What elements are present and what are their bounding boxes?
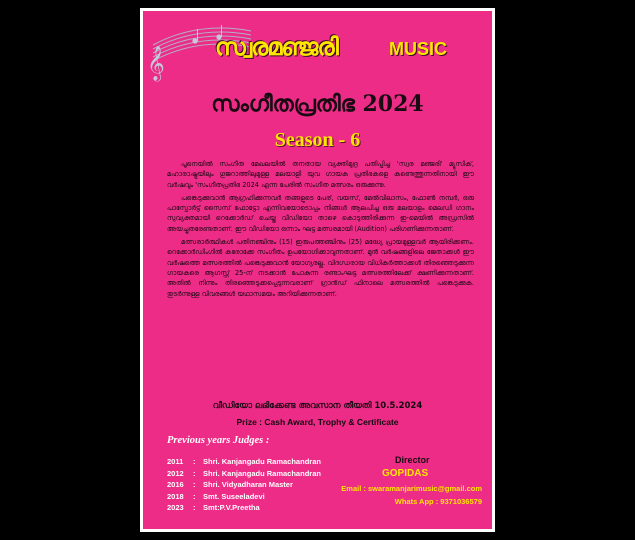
judge-row: 2018 : Smt. Suseeladevi	[167, 491, 265, 501]
judges-list	[167, 457, 321, 515]
director-title: Director	[395, 455, 430, 465]
prize-text: Prize : Cash Award, Trophy & Certificate	[236, 417, 399, 427]
judge-row: 2011 : Shri. Kanjangadu Ramachandran	[167, 457, 321, 466]
logo-music-text: MUSIC	[389, 39, 447, 59]
director-name: GOPIDAS	[382, 468, 429, 479]
judges-heading: Previous years Judges :	[167, 435, 270, 446]
paragraph-rules: മത്സരാർത്ഥികൾ പതിനഞ്ചിനും (15) ഇരുപത്തഞ്ചിനും (25) മദ്ധ്യേ പ്രായമുള്ളവർ ആയിരിക്കണം. റെക്കോർഡിംഗിൽ കരോക്കേ സംഗീതം ഉപയോഗിക്കാവുന്നതാണ്. മുൻ വർഷങ്ങളിലെ ജേതാക്കൾ ഈ വർഷത്തെ മത്സരത്തിൽ പങ്കെടുക്കുവാൻ യോഗ്യരല്ല. വിദഗ്ധരായ വിധികർത്താക്കൾ തിരഞ്ഞെടുക്കുന്ന ഗായകരെ ആഗസ്റ്റ് 25-ന് നടക്കാൻ പോകുന്ന രണ്ടാംഘട്ട മത്സരത്തിലേക്ക് ക്ഷണിക്കുന്നതാണ്. അതിൽ നിന്നും തിരഞ്ഞെടുക്കപ്പെടുന്നവരാണ് ഗ്രാൻഡ് ഫിനാലെ മത്സരത്തിൽ പങ്കെടുക്കുക. തുടർന്നുള്ള വിവരങ്ങൾ യഥാസമയം അറിയിക്കുന്നതാണ്.	[167, 238, 474, 298]
judge-row: 2012 : Shri. Kanjangadu Ramachandran	[167, 468, 321, 478]
poster	[140, 8, 495, 532]
email-contact: Email : swaramanjarimusic@gmail.com	[341, 484, 482, 493]
logo-malayalam: സ്വരമഞ്ജരി	[215, 33, 338, 61]
svg-text:𝄞: 𝄞	[147, 46, 165, 81]
description-text	[167, 159, 474, 302]
event-title: സംഗീതപ്രതിഭ 2024	[211, 91, 424, 117]
paragraph-how-to-apply: പങ്കെടുക്കുവാൻ ആഗ്രഹിക്കുന്നവർ തങ്ങളുടെ പേര്, വയസ്, മേൽവിലാസം, ഫോൺ നമ്പർ, ഒരു പാസ്പോർട്ട് സൈസ് ഫോട്ടോ എന്നിവയോടൊപ്പം നിങ്ങൾ ആലപിച്ച ഒരു മലയാളം മെലഡി ഗാനം സുവ്യക്തമായി റെക്കോർഡ് ചെയ്ത വീഡിയോ താഴെ കൊടുത്തിരിക്കുന്ന ഇ-മെയിൽ അഡ്രസിൽ അയച്ചുതരേണ്ടതാണ്. ഈ വീഡിയോ ഒന്നാം ഘട്ട മത്സരമായി (Audition) പരിഗണിക്കുന്നതാണ്.	[167, 193, 474, 233]
deadline-text: വീഡിയോ ലഭിക്കേണ്ട അവസാന തീയതി 10.5.2024	[212, 401, 423, 411]
whatsapp-contact: Whats App : 9371036579	[394, 497, 482, 506]
judge-row: 2016 : Shri. Vidyadharan Master	[167, 480, 293, 490]
season-label: Season - 6	[274, 129, 361, 151]
judge-row: 2023 : Smt:P.V.Preetha	[167, 503, 260, 513]
paragraph-intro: പൂനെയിൽ സംഗീത മേഖലയിൽ തനതായ വ്യക്തിമുദ്ര പതിപ്പിച്ച 'സ്വര മഞ്ജരി' മ്യൂസിക്, മഹാരാഷ്ട്രയിലും ഗുജറാത്തിലുമുള്ള മലയാളി യുവ ഗായക പ്രതിഭകളെ കണ്ടെത്തുന്നതിനായി ഈ വർഷവും 'സംഗീതപ്രതിഭ 2024 എന്ന പേരിൽ സംഗീത മത്സരം ഒരുക്കുന്നു.	[167, 160, 474, 189]
